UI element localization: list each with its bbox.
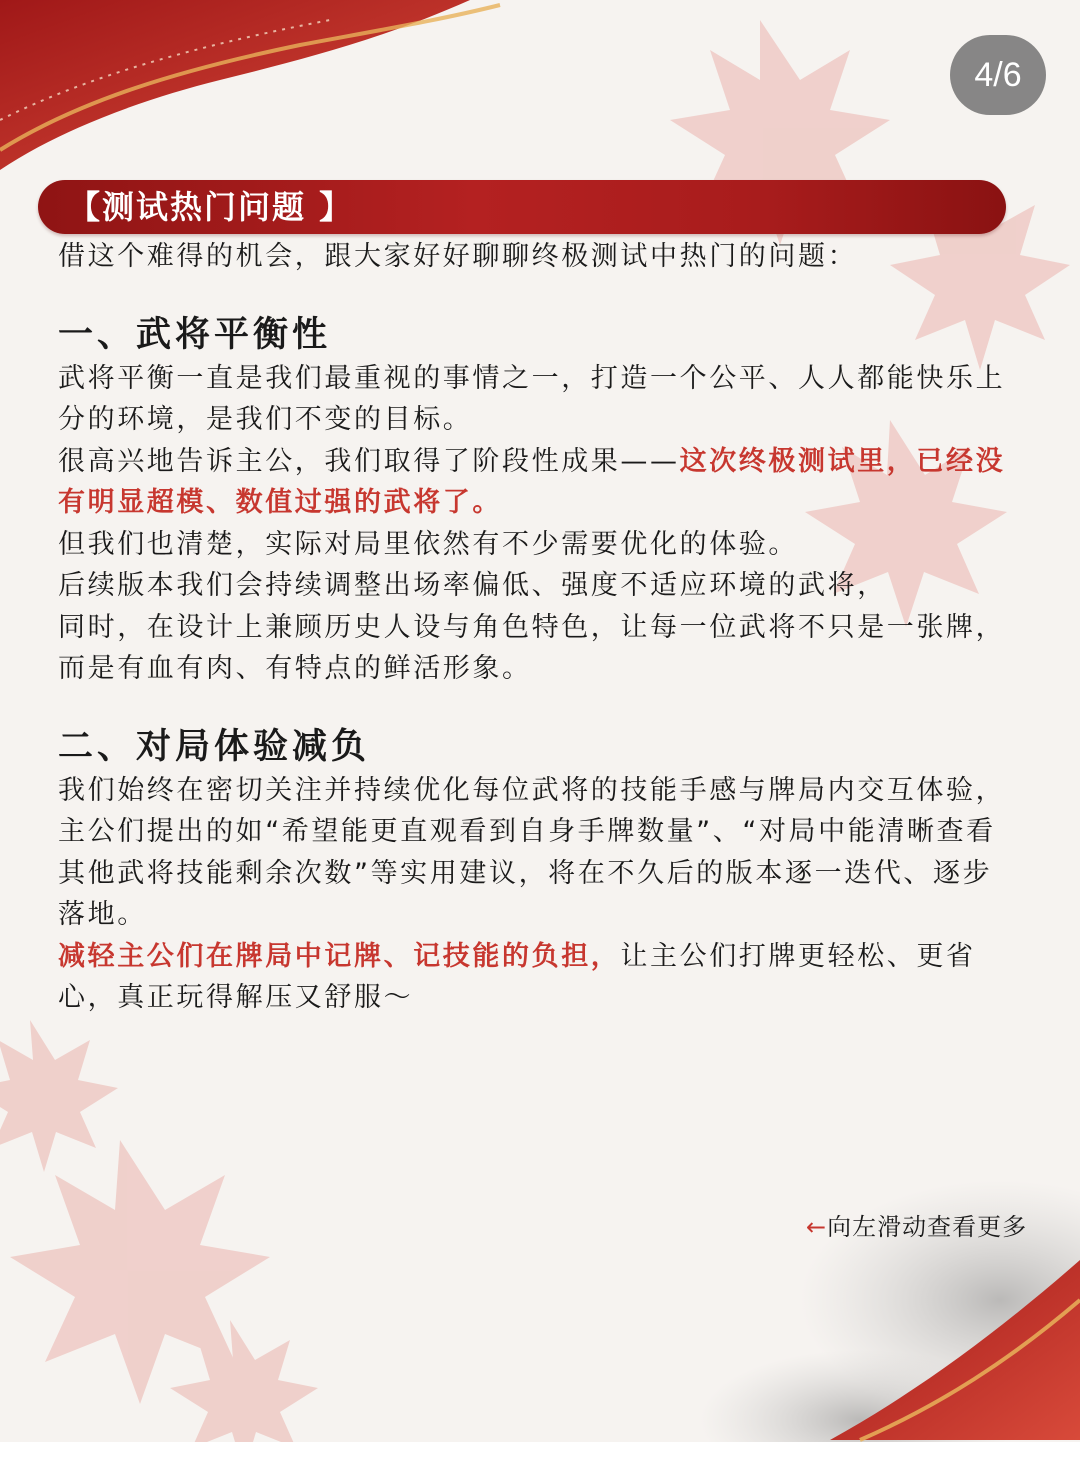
section1-p2-text: 很高兴地告诉主公，我们取得了阶段性成果—— (58, 445, 680, 477)
section1-heading: 一、武将平衡性 (58, 314, 332, 355)
section1-paragraph-3: 但我们也清楚，实际对局里依然有不少需要优化的体验。 (58, 528, 798, 560)
section1-paragraph-5: 同时，在设计上兼顾历史人设与角色特色，让每一位武将不只是一张牌，而是有血有肉、有特点的鲜活形象。 (58, 611, 1006, 684)
section1-paragraph-4: 后续版本我们会持续调整出场率偏低、强度不适应环境的武将， (58, 570, 887, 601)
section1-paragraph-2 (58, 441, 1018, 524)
section2-p2-highlight: 减轻主公们在牌局中记牌、记技能的负担， (58, 940, 621, 972)
swipe-hint-text: 向左滑动查看更多 (827, 1213, 1028, 1241)
left-arrow-icon: ← (806, 1213, 828, 1241)
section2-paragraph-2 (58, 936, 1018, 1019)
article-body (58, 236, 1018, 1019)
section2-heading: 二、对局体验减负 (58, 726, 371, 767)
section1-p2-highlight: 这次终极测试里，已经没有明显超模、数值过强的武将了。 (58, 445, 1006, 518)
intro-paragraph: 借这个难得的机会，跟大家好好聊聊终极测试中热门的问题： (58, 241, 858, 272)
section1-paragraph-1: 武将平衡一直是我们最重视的事情之一，打造一个公平、人人都能快乐上分的环境，是我们不变的目标。 (58, 362, 1006, 435)
section2-paragraph-1: 我们始终在密切关注并持续优化每位武将的技能手感与牌局内交互体验，主公们提出的如“希望能更直观看到自身手牌数量”、“对局中能清晰查看其他武将技能剩余次数”等实用建议，将在不久后的版本逐一迭代、逐步落地。 (58, 774, 1006, 930)
section-banner (38, 180, 1006, 234)
banner-title: 【测试热门问题 】 (68, 188, 354, 226)
page-counter-badge: 4/6 (950, 35, 1046, 115)
swipe-hint (806, 1207, 1027, 1242)
section2-p2-text: 让主公们打牌更轻松、更省心，真正玩得解压又舒服～ (58, 940, 976, 1013)
